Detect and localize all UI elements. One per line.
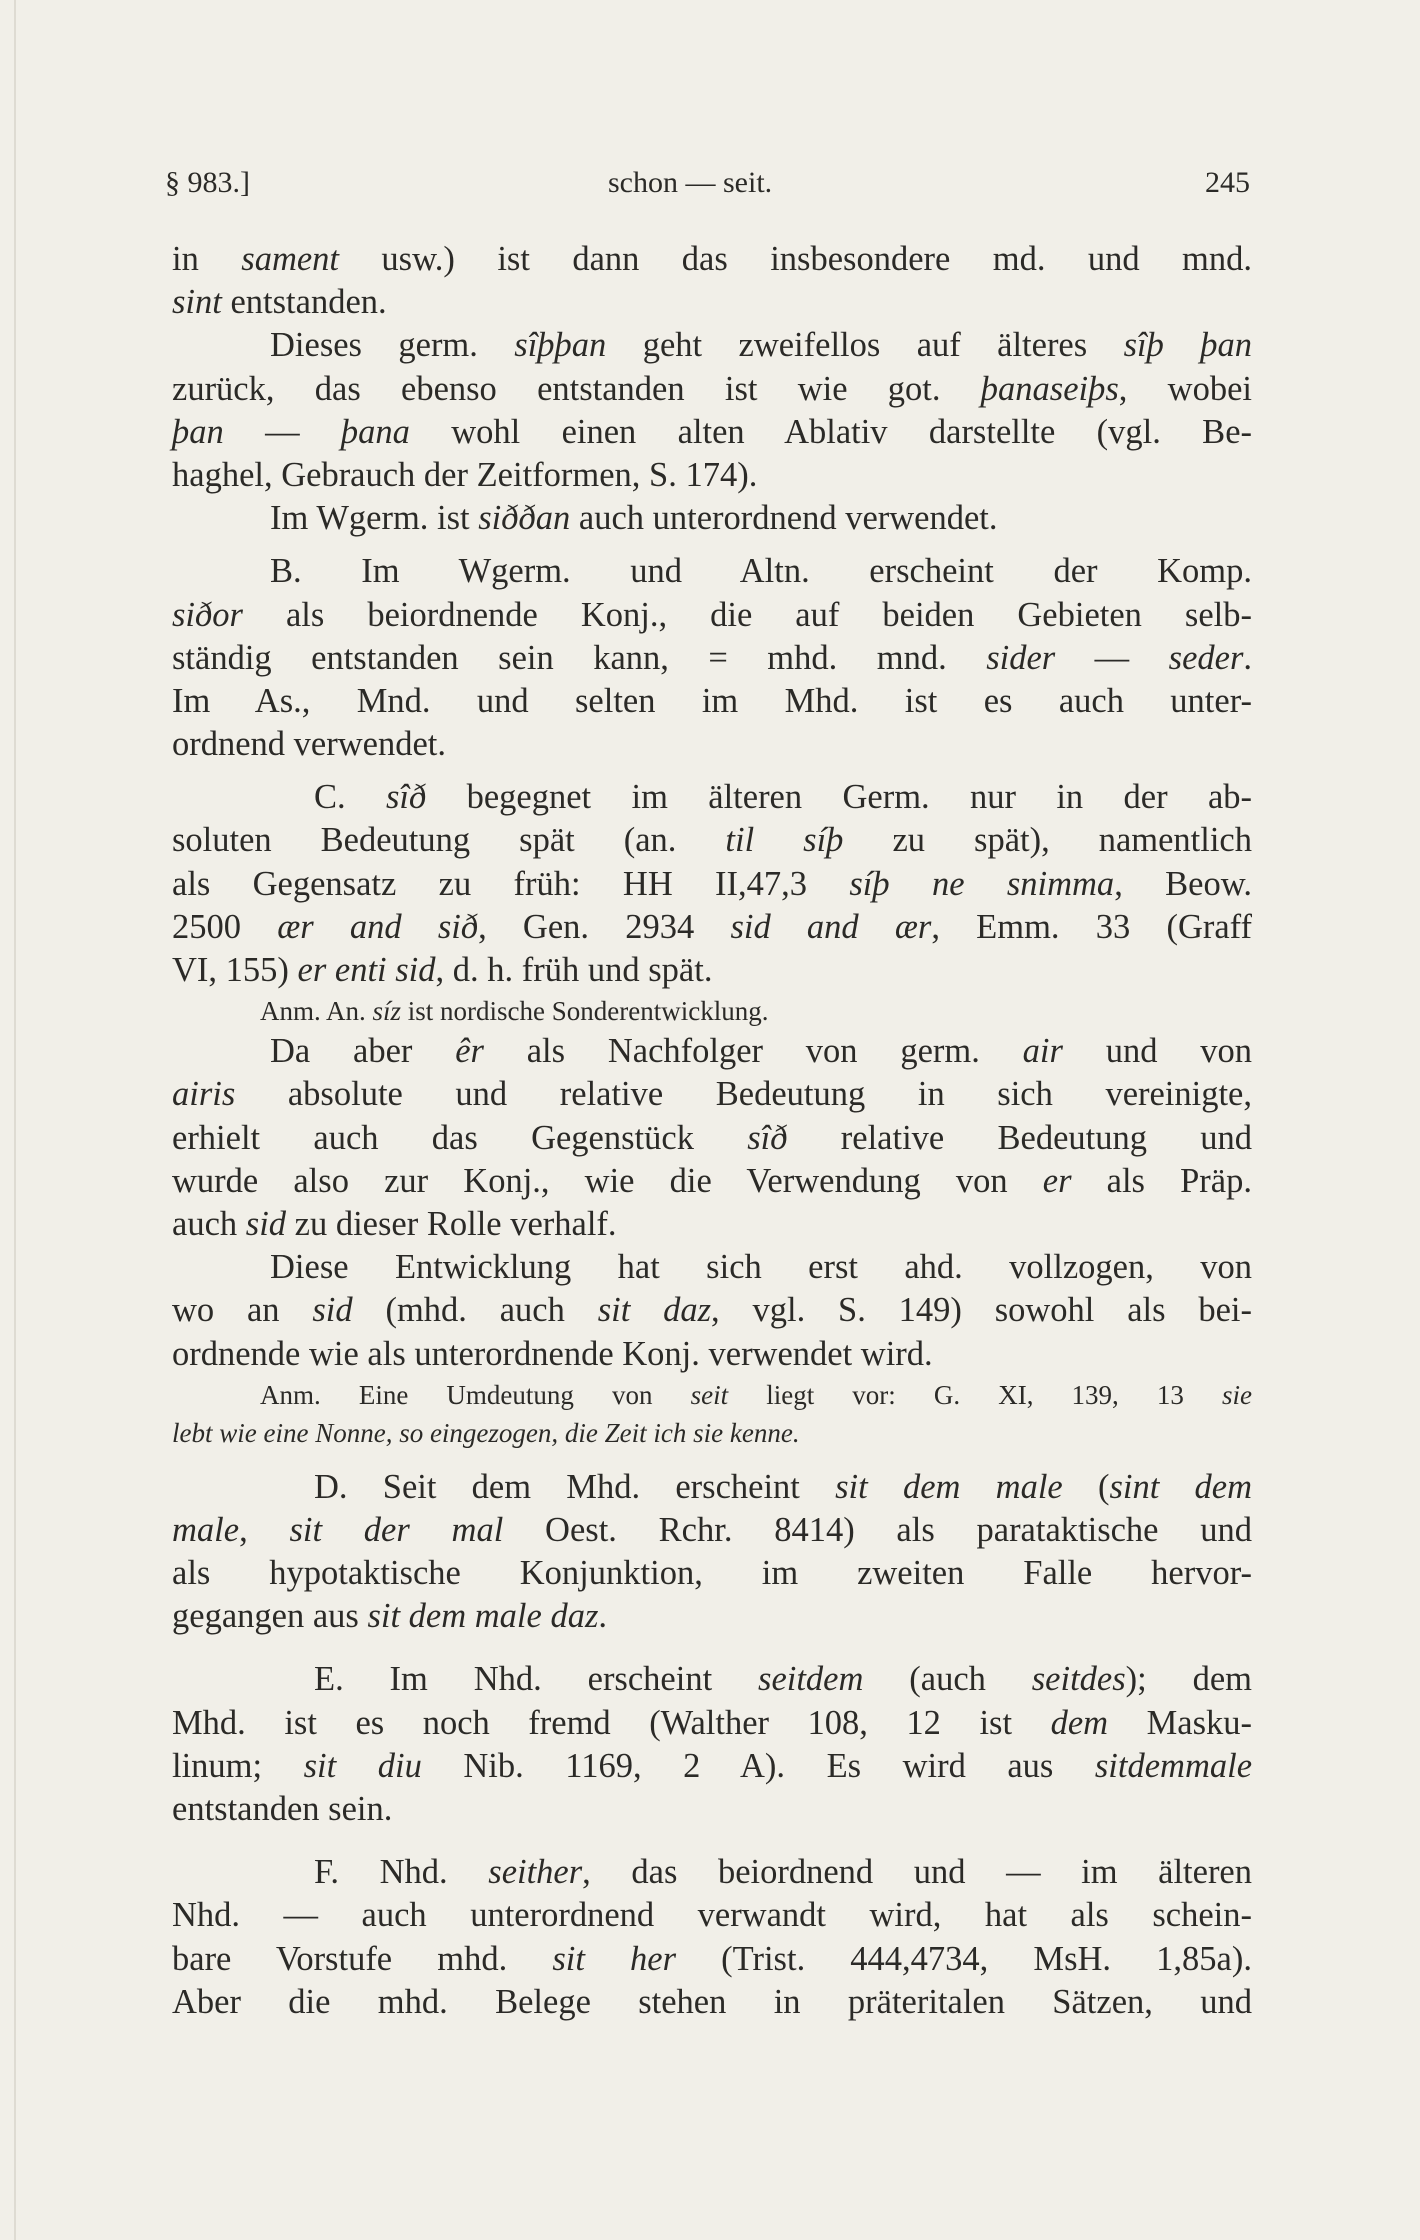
text-line: als hypotaktische Konjunktion, im zweiten Falle hervor- xyxy=(172,1554,1252,1593)
text-line: soluten Bedeutung spät (an. til síþ zu spät), namentlich xyxy=(172,821,1252,860)
text-line: gegangen aus sit dem male daz. xyxy=(172,1597,608,1636)
text-line: ständig entstanden sein kann, = mhd. mnd. sider — seder. xyxy=(172,638,1253,677)
text-line: F. Nhd. seither, das beiordnend und — im älteren xyxy=(314,1853,1252,1892)
text-line: bare Vorstufe mhd. sit her (Trist. 444,4734, MsH. 1,85a). xyxy=(172,1939,1252,1978)
text-line: entstanden sein. xyxy=(172,1790,393,1828)
text-line: airis absolute und relative Bedeutung in sich vereinigte, xyxy=(172,1075,1252,1114)
text-line: male, sit der mal Oest. Rchr. 8414) als parataktische und xyxy=(172,1510,1252,1549)
text-line: Da aber êr als Nachfolger von germ. air und von xyxy=(270,1032,1253,1071)
text-line: sint entstanden. xyxy=(172,283,387,322)
page-body xyxy=(172,238,1252,2024)
text-line: erhielt auch das Gegenstück sîð relative Bedeutung und xyxy=(172,1118,1252,1157)
note-line: lebt wie eine Nonne, so eingezogen, die Zeit ich sie kenne. xyxy=(172,1417,800,1448)
section-reference: § 983.] xyxy=(165,166,250,199)
text-line: zurück, das ebenso entstanden ist wie got. þanaseiþs, wobei xyxy=(172,369,1252,408)
text-line: als Gegensatz zu früh: HH II,47,3 síþ ne snimma, Beow. xyxy=(172,864,1253,903)
text-line: Im As., Mnd. und selten im Mhd. ist es auch unter- xyxy=(172,681,1252,720)
text-line: 2500 ær and sið, Gen. 2934 sid and ær, Emm. 33 (Graff xyxy=(172,907,1253,946)
text-line: wurde also zur Konj., wie die Verwendung von er als Präp. xyxy=(172,1161,1252,1200)
page-number: 245 xyxy=(1205,166,1250,199)
note-line: Anm. Eine Umdeutung von seit liegt vor: G. XI, 139, 13 sie xyxy=(260,1379,1252,1410)
text-line: ordnende wie als unterordnende Konj. verwendet wird. xyxy=(172,1334,933,1373)
text-line: siðor als beiordnende Konj., die auf beiden Gebieten selb- xyxy=(172,595,1252,634)
text-line: wo an sid (mhd. auch sit daz, vgl. S. 149) sowohl als bei- xyxy=(172,1291,1252,1330)
text-line: þan — þana wohl einen alten Ablativ darstellte (vgl. Be- xyxy=(172,412,1252,451)
text-line: Diese Entwicklung hat sich erst ahd. vollzogen, von xyxy=(270,1248,1252,1287)
text-line: haghel, Gebrauch der Zeitformen, S. 174). xyxy=(172,455,758,494)
text-line: Im Wgerm. ist siððan auch unterordnend verwendet. xyxy=(270,499,998,538)
text-line: auch sid zu dieser Rolle verhalf. xyxy=(172,1204,617,1243)
note-line: Anm. An. síz ist nordische Sonderentwicklung. xyxy=(260,996,769,1027)
text-line: ordnend verwendet. xyxy=(172,725,446,764)
running-title: schon — seit. xyxy=(608,166,773,199)
text-line: Nhd. — auch unterordnend verwandt wird, hat als schein- xyxy=(172,1896,1252,1935)
text-line: VI, 155) er enti sid, d. h. früh und spät. xyxy=(172,951,713,989)
text-line: Dieses germ. sîþþan geht zweifellos auf älteres sîþ þan xyxy=(270,326,1252,365)
running-header xyxy=(0,162,1420,204)
text-line: C. sîð begegnet im älteren Germ. nur in der ab- xyxy=(314,778,1252,817)
text-line: linum; sit diu Nib. 1169, 2 A). Es wird aus sitdemmale xyxy=(172,1746,1253,1785)
text-line: Mhd. ist es noch fremd (Walther 108, 12 ist dem Masku- xyxy=(172,1703,1253,1742)
text-line: B. Im Wgerm. und Altn. erscheint der Komp. xyxy=(270,552,1252,591)
text-line: Aber die mhd. Belege stehen in präteritalen Sätzen, und xyxy=(172,1982,1252,2021)
text-line: D. Seit dem Mhd. erscheint sit dem male (sint dem xyxy=(314,1467,1253,1506)
text-line: in sament usw.) ist dann das insbesondere md. und mnd. xyxy=(172,240,1252,278)
text-line: E. Im Nhd. erscheint seitdem (auch seitdes); dem xyxy=(314,1660,1252,1699)
